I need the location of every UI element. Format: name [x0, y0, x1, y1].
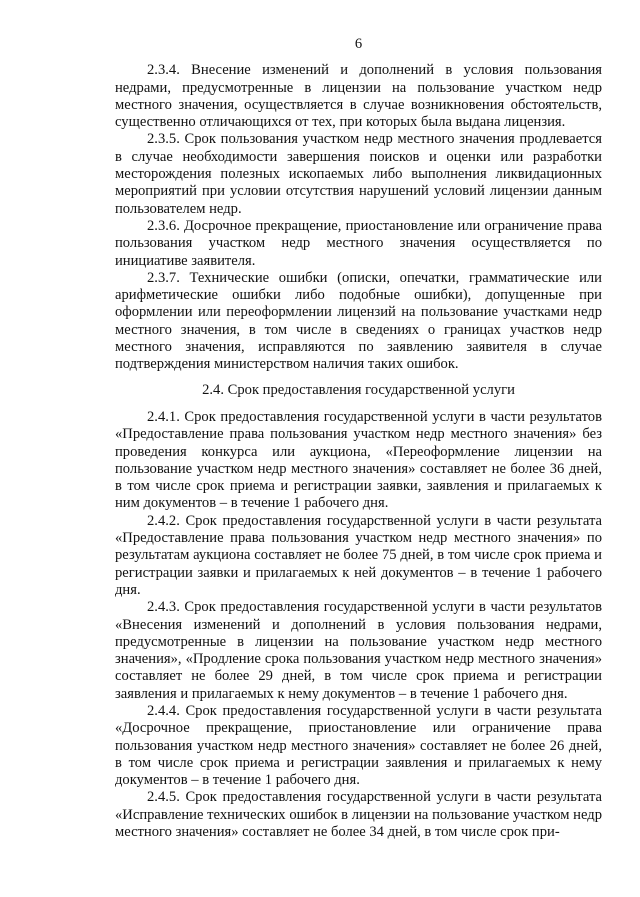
- paragraph-2-4-1: 2.4.1. Срок предоставления государственной услуги в части результатов «Предоставление права пользования участком недр местного значения» без проведения конкурса или аукциона, «Переоформление лицензии на пользование участком недр местного значения» составляет не более 36 дней, в том числе срок приема и регистрации заявки, заявления и прилагаемых к ним документов – в течение 1 рабочего дня.: [115, 408, 602, 512]
- page-number: 6: [354, 36, 363, 52]
- paragraph-2-4-4: 2.4.4. Срок предоставления государственной услуги в части результата «Досрочное прекращение, приостановление или ограничение права пользования участком недр местного значения» составляет не более 26 дней, в том числе срок приема и регистрации заявления и прилагаемых к нему документов – в течение 1 рабочего дня.: [115, 702, 602, 789]
- paragraph-2-3-5: 2.3.5. Срок пользования участком недр местного значения продлевается в случае необходимости завершения поисков и оценки или разработки месторождения полезных ископаемых либо выполнения ликвидационных мероприятий при условии отсутствия нарушений условий лицензии данным пользователем недр.: [115, 131, 602, 217]
- paragraph-2-3-7: 2.3.7. Технические ошибки (описки, опечатки, грамматические или арифметические ошибки либо подобные ошибки), допущенные при оформлении или переоформлении лицензий на пользование участками недр местного значения, в том числе в сведениях о границах участков недр местного значения, исправляются по заявлению заявителя в случае подтверждения министерством наличия таких ошибок.: [115, 269, 602, 373]
- paragraph-2-3-4: 2.3.4. Внесение изменений и дополнений в условия пользования недрами, предусмотренные в лицензии на пользование участком недр местного значения, осуществляется в случае возникновения обстоятельств, существенно отличающихся от тех, при которых была выдана лицензия.: [115, 62, 602, 131]
- paragraph-2-4-2: 2.4.2. Срок предоставления государственной услуги в части результата «Предоставление права пользования участком недр местного значения» по результатам аукциона составляет не более 75 дней, в том числе срок приема и регистрации заявки и прилагаемых к ней документов – в течение 1 рабочего дня.: [115, 512, 602, 598]
- paragraph-2-4-5: 2.4.5. Срок предоставления государственной услуги в части результата «Исправление технических ошибок в лицензии на пользование участком недр местного значения» составляет не более 34 дней, в том числе срок при-: [115, 789, 602, 841]
- paragraph-2-4-3: 2.4.3. Срок предоставления государственной услуги в части результатов «Внесения изменений и дополнений в условия пользования недрами, предусмотренные в лицензии на пользование участком недр местного значения», «Продление срока пользования участком недр местного значения» составляет не более 29 дней, в том числе срок приема и регистрации заявления и прилагаемых к нему документов – в течение 1 рабочего дня.: [115, 599, 602, 702]
- section-heading: 2.4. Срок предоставления государственной услуги: [202, 381, 515, 398]
- paragraph-2-3-6: 2.3.6. Досрочное прекращение, приостановление или ограничение права пользования участком недр местного значения осуществляется по инициативе заявителя.: [115, 217, 602, 269]
